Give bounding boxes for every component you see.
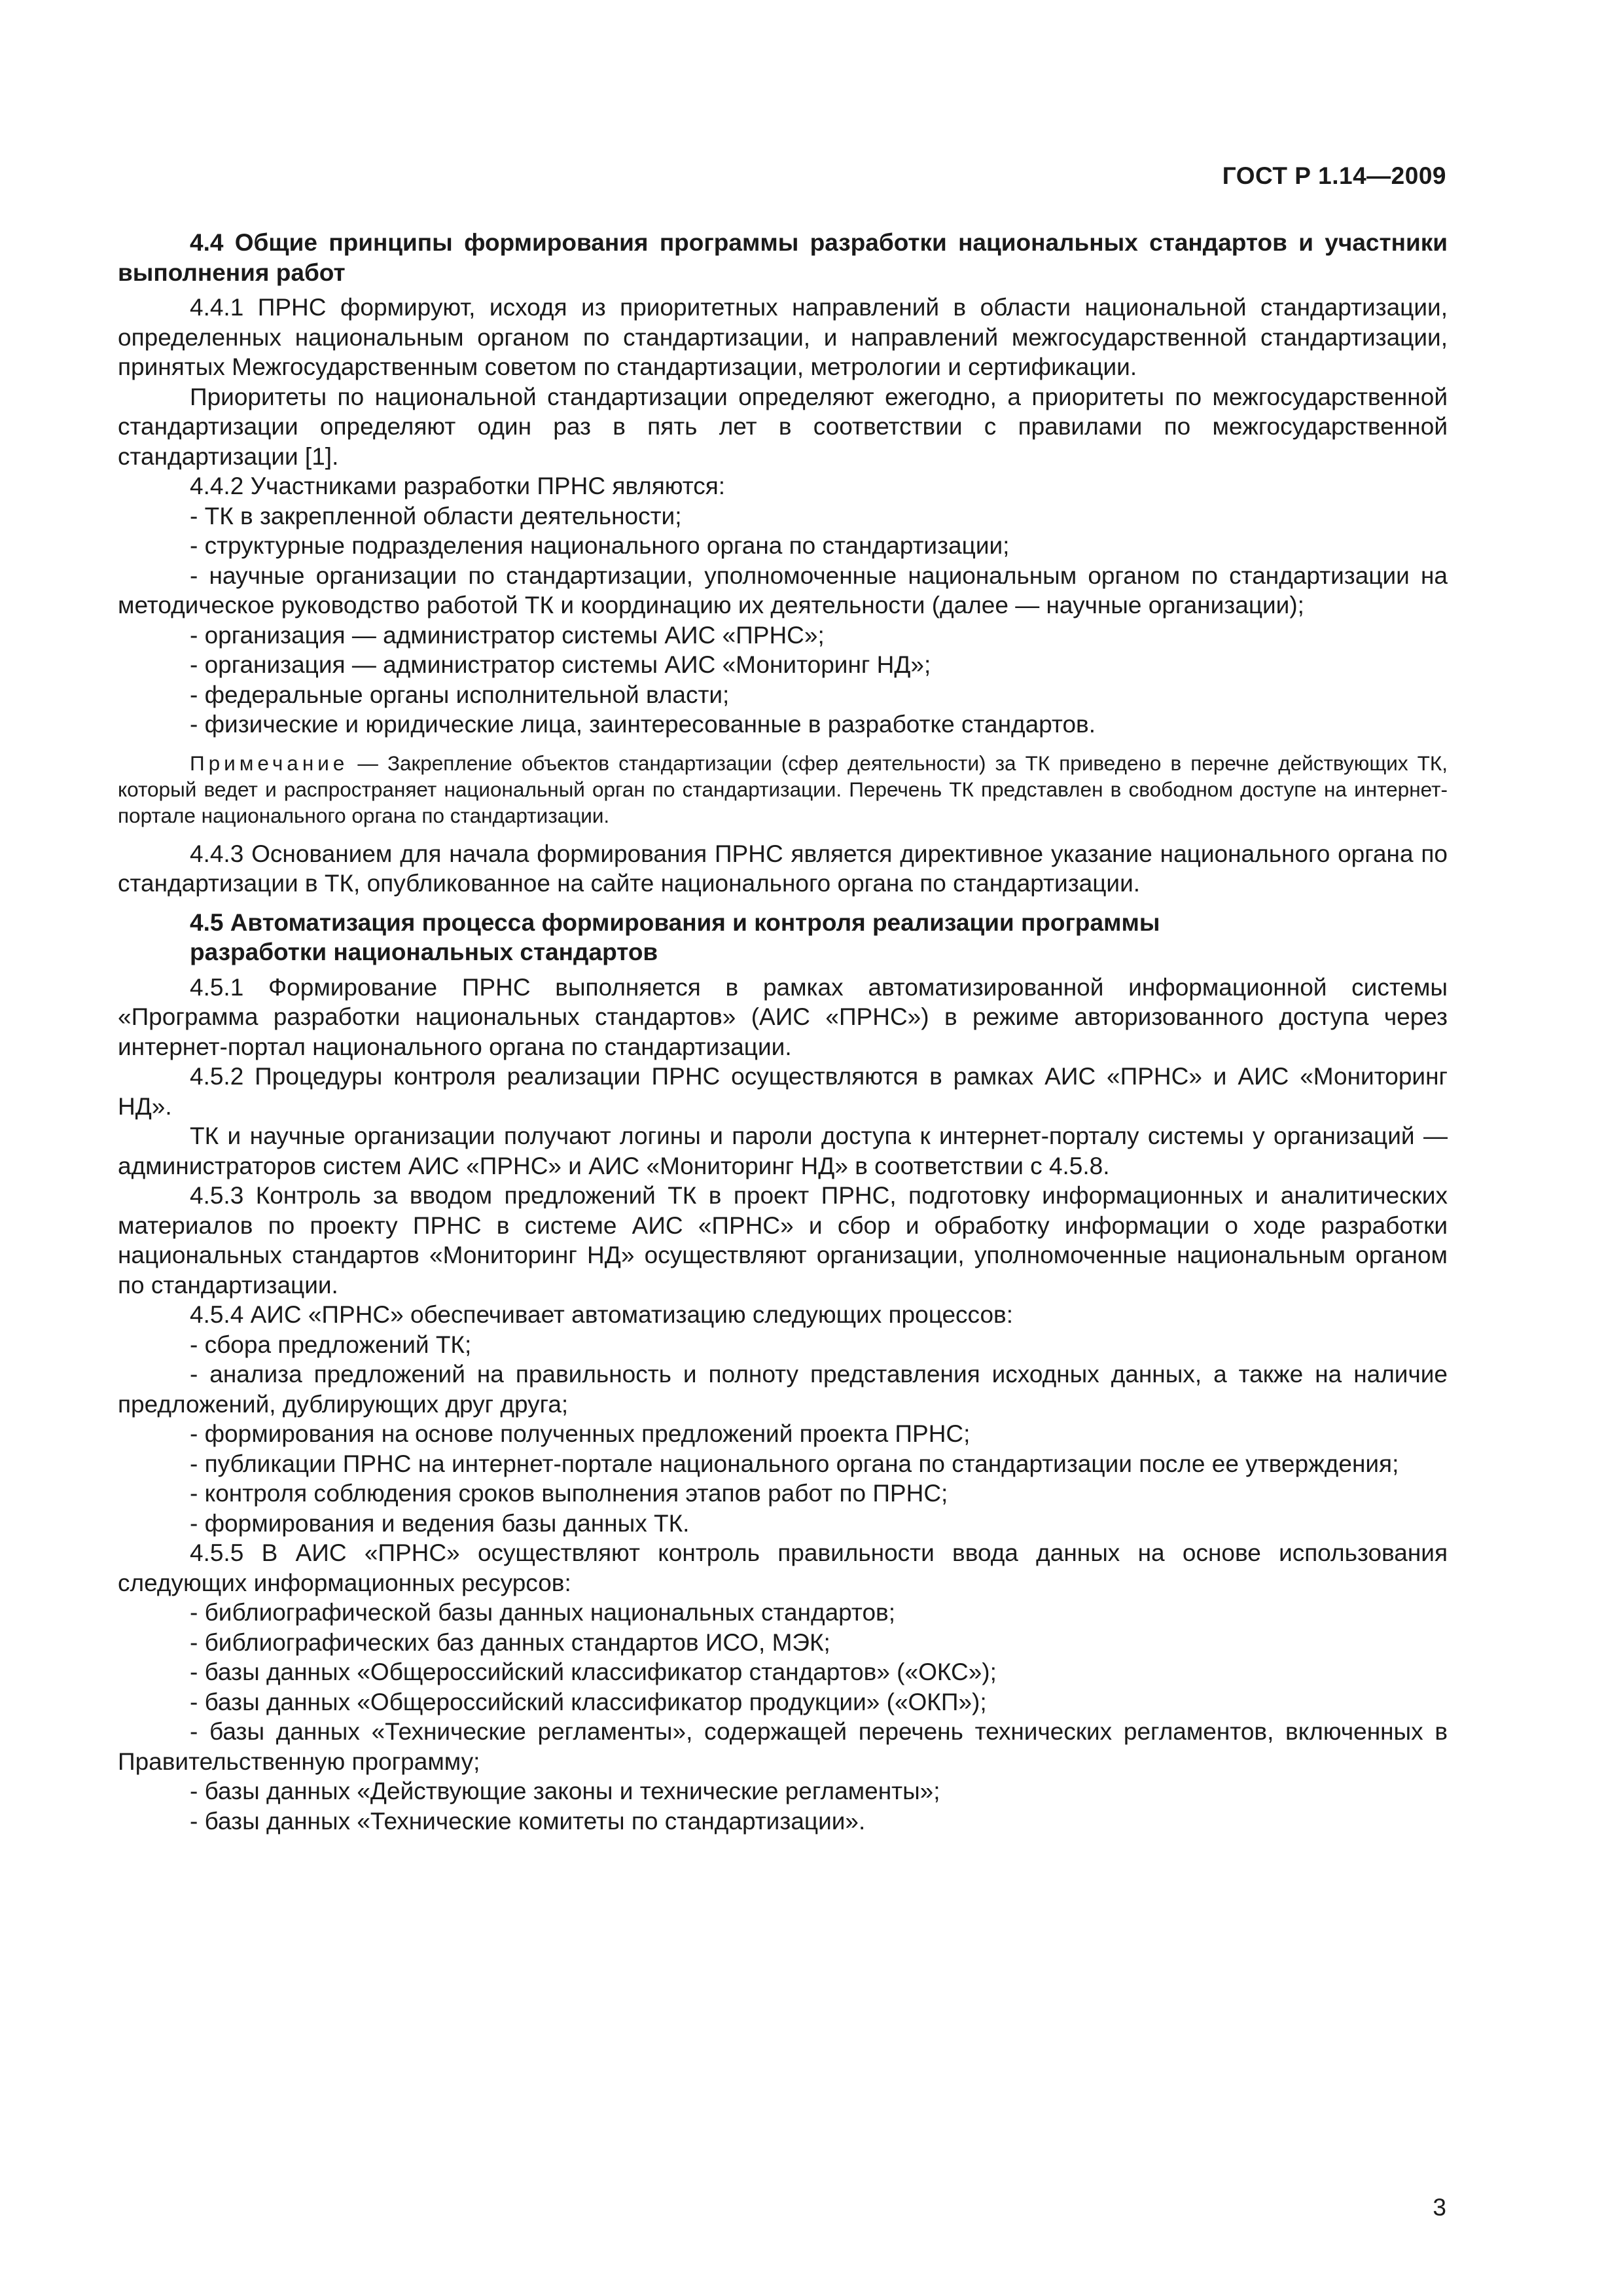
list-item: - структурные подразделения национального органа по стандартизации; (190, 532, 1010, 559)
list-item: - библиографических баз данных стандартов ИСО, МЭК; (190, 1628, 830, 1656)
list-item: - базы данных «Общероссийский классификатор продукции» («ОКП»); (190, 1688, 987, 1715)
list-item: - научные организации по стандартизации, уполномоченные национальным органом по стандартизации на методическое руководство работой ТК и координацию их деятельности (далее — научные организации); (118, 562, 1448, 619)
paragraph-4-5-5: 4.5.5 В АИС «ПРНС» осуществляют контроль правильности ввода данных на основе использования следующих информационных ресурсов: (118, 1539, 1448, 1596)
list-item: - организация — администратор системы АИС «Мониторинг НД»; (190, 651, 931, 678)
list-item: - публикации ПРНС на интернет-портале национального органа по стандартизации после ее утверждения; (190, 1450, 1399, 1477)
list-item: - физические и юридические лица, заинтересованные в разработке стандартов. (190, 711, 1096, 738)
list-item: - библиографической базы данных национальных стандартов; (190, 1599, 895, 1626)
paragraph-4-5-1: 4.5.1 Формирование ПРНС выполняется в рамках автоматизированной информационной системы «Программа разработки национальных стандартов» (АИС «ПРНС») в режиме авторизованного доступа через интернет-портал национального органа по стандартизации. (118, 973, 1448, 1060)
paragraph-4-4-1: 4.4.1 ПРНС формируют, исходя из приоритетных направлений в области национальной стандартизации, определенных национальным органом по стандартизации, и направлений межгосударственной стандартизации, принятых Межгосударственным советом по стандартизации, метрологии и сертификации. (118, 294, 1448, 380)
list-item: - формирования и ведения базы данных ТК. (190, 1509, 690, 1537)
list-item: - анализа предложений на правильность и полноту представления исходных данных, а также на наличие предложений, дублирующих друг друга; (118, 1361, 1448, 1418)
list-item: - базы данных «Общероссийский классификатор стандартов» («ОКС»); (190, 1659, 997, 1685)
list-item: - базы данных «Действующие законы и технические регламенты»; (190, 1778, 940, 1804)
list-item: - контроля соблюдения сроков выполнения этапов работ по ПРНС; (190, 1480, 948, 1507)
paragraph-tk-logins: ТК и научные организации получают логины и пароли доступа к интернет-порталу системы у организаций — администраторов систем АИС «ПРНС» и АИС «Мониторинг НД» в соответствии с 4.5.8. (118, 1122, 1448, 1179)
resources-list (118, 1598, 1448, 1836)
list-item: - организация — администратор системы АИС «ПРНС»; (190, 621, 825, 649)
list-item: - базы данных «Технические комитеты по стандартизации». (190, 1807, 866, 1835)
section-4-4-title: 4.4 Общие принципы формирования программы разработки национальных стандартов и участники выполнения работ (118, 229, 1448, 286)
processes-list (118, 1330, 1448, 1539)
note-label: Примечание (190, 751, 349, 775)
section-4-5-title (118, 908, 1448, 967)
paragraph-4-5-3: 4.5.3 Контроль за вводом предложений ТК в проект ПРНС, подготовку информационных и аналитических материалов по проекту ПРНС в системе АИС «ПРНС» и сбор и обработку информации о ходе разработки национальных стандартов «Мониторинг НД» осуществляют организации, уполномоченные национальным органом по стандартизации. (118, 1182, 1448, 1299)
participants-list (118, 501, 1448, 740)
page-number: 3 (1433, 2194, 1446, 2221)
paragraph-priorities: Приоритеты по национальной стандартизации определяют ежегодно, а приоритеты по межгосударственной стандартизации определяют один раз в пять лет в соответствии с правилами по межгосударственной стандартизации [1]. (118, 383, 1448, 470)
paragraph-4-5-2: 4.5.2 Процедуры контроля реализации ПРНС осуществляются в рамках АИС «ПРНС» и АИС «Мониторинг НД». (118, 1063, 1448, 1120)
section-4-5-title-line2: разработки национальных стандартов (190, 939, 658, 965)
list-item: - формирования на основе полученных предложений проекта ПРНС; (190, 1420, 971, 1447)
section-4-5-title-line1: 4.5 Автоматизация процесса формирования и контроля реализации программы (190, 908, 1160, 936)
list-item: - федеральные органы исполнительной власти; (190, 681, 730, 708)
list-item: - сбора предложений ТК; (190, 1331, 472, 1358)
list-item: - ТК в закрепленной области деятельности; (190, 502, 682, 529)
paragraph-4-4-2: 4.4.2 Участниками разработки ПРНС являются: (190, 473, 726, 499)
document-code-header: ГОСТ Р 1.14—2009 (1222, 162, 1446, 189)
paragraph-4-5-4: 4.5.4 АИС «ПРНС» обеспечивает автоматизацию следующих процессов: (190, 1301, 1013, 1328)
note-text: — Закрепление объектов стандартизации (сфер деятельности) за ТК приведено в перечне действующих ТК, который ведет и распространяет национальный орган по стандартизации. Перечень ТК представлен в свободном доступе на интернет-портале национального органа по стандартизации. (118, 751, 1448, 827)
note (118, 750, 1448, 829)
list-item: - базы данных «Технические регламенты», содержащей перечень технических регламентов, включенных в Правительственную программу; (118, 1718, 1448, 1775)
paragraph-4-4-3: 4.4.3 Основанием для начала формирования ПРНС является директивное указание национального органа по стандартизации в ТК, опубликованное на сайте национального органа по стандартизации. (118, 840, 1448, 897)
page-content (118, 228, 1448, 1836)
